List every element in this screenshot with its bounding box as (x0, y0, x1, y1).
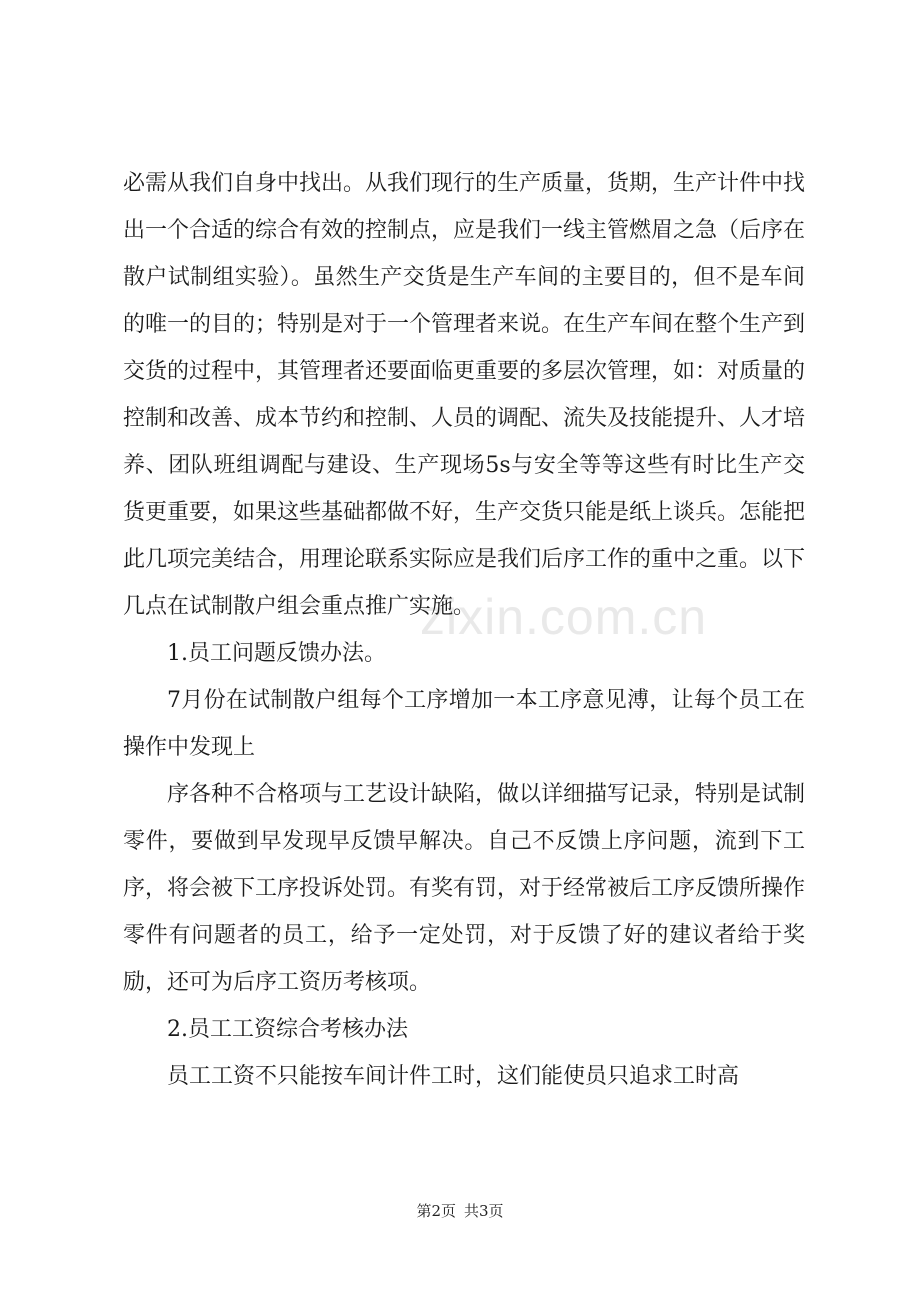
page-number: 第2页 (416, 1202, 456, 1220)
paragraph: 必需从我们自身中找出。从我们现行的生产质量，货期，生产计件中找出一个合适的综合有效的控制点，应是我们一线主管燃眉之急（后序在散户试制组实验）。虽然生产交货是生产车间的主要目的，但不是车间的唯一的目的；特别是对于一个管理者来说。在生产车间在整个生产到交货的过程中，其管理者还要面临更重要的多层次管理，如：对质量的控制和改善、成本节约和控制、人员的调配、流失及技能提升、人才培养、团队班组调配与建设、生产现场5s与安全等等这些有时比生产交货更重要，如果这些基础都做不好，生产交货只能是纸上谈兵。怎能把此几项完美结合，用理论联系实际应是我们后序工作的重中之重。以下几点在试制散户组会重点推广实施。 (123, 171, 806, 619)
document-body (123, 160, 805, 1100)
page-footer (0, 1199, 920, 1223)
paragraph: 序各种不合格项与工艺设计缺陷，做以详细描写记录，特别是试制零件，要做到早发现早反馈早解决。自己不反馈上序问题，流到下工序，将会被下工序投诉处罚。有奖有罚，对于经常被后工序反馈所操作零件有问题者的员工，给予一定处罚，对于反馈了好的建议者给于奖励，还可为后序工资历考核项。 (123, 782, 806, 995)
section-heading: 2.员工工资综合考核办法 (167, 1017, 408, 1042)
paragraph: 员工工资不只能按车间计件工时，这们能使员只追求工时高 (167, 1064, 740, 1089)
section-heading: 1.员工问题反馈办法。 (167, 641, 386, 666)
watermark: zixin.com.cn (420, 589, 708, 645)
page-total: 共3页 (464, 1202, 504, 1220)
paragraph: 7月份在试制散户组每个工序增加一本工序意见溥，让每个员工在操作中发现上 (123, 688, 805, 760)
